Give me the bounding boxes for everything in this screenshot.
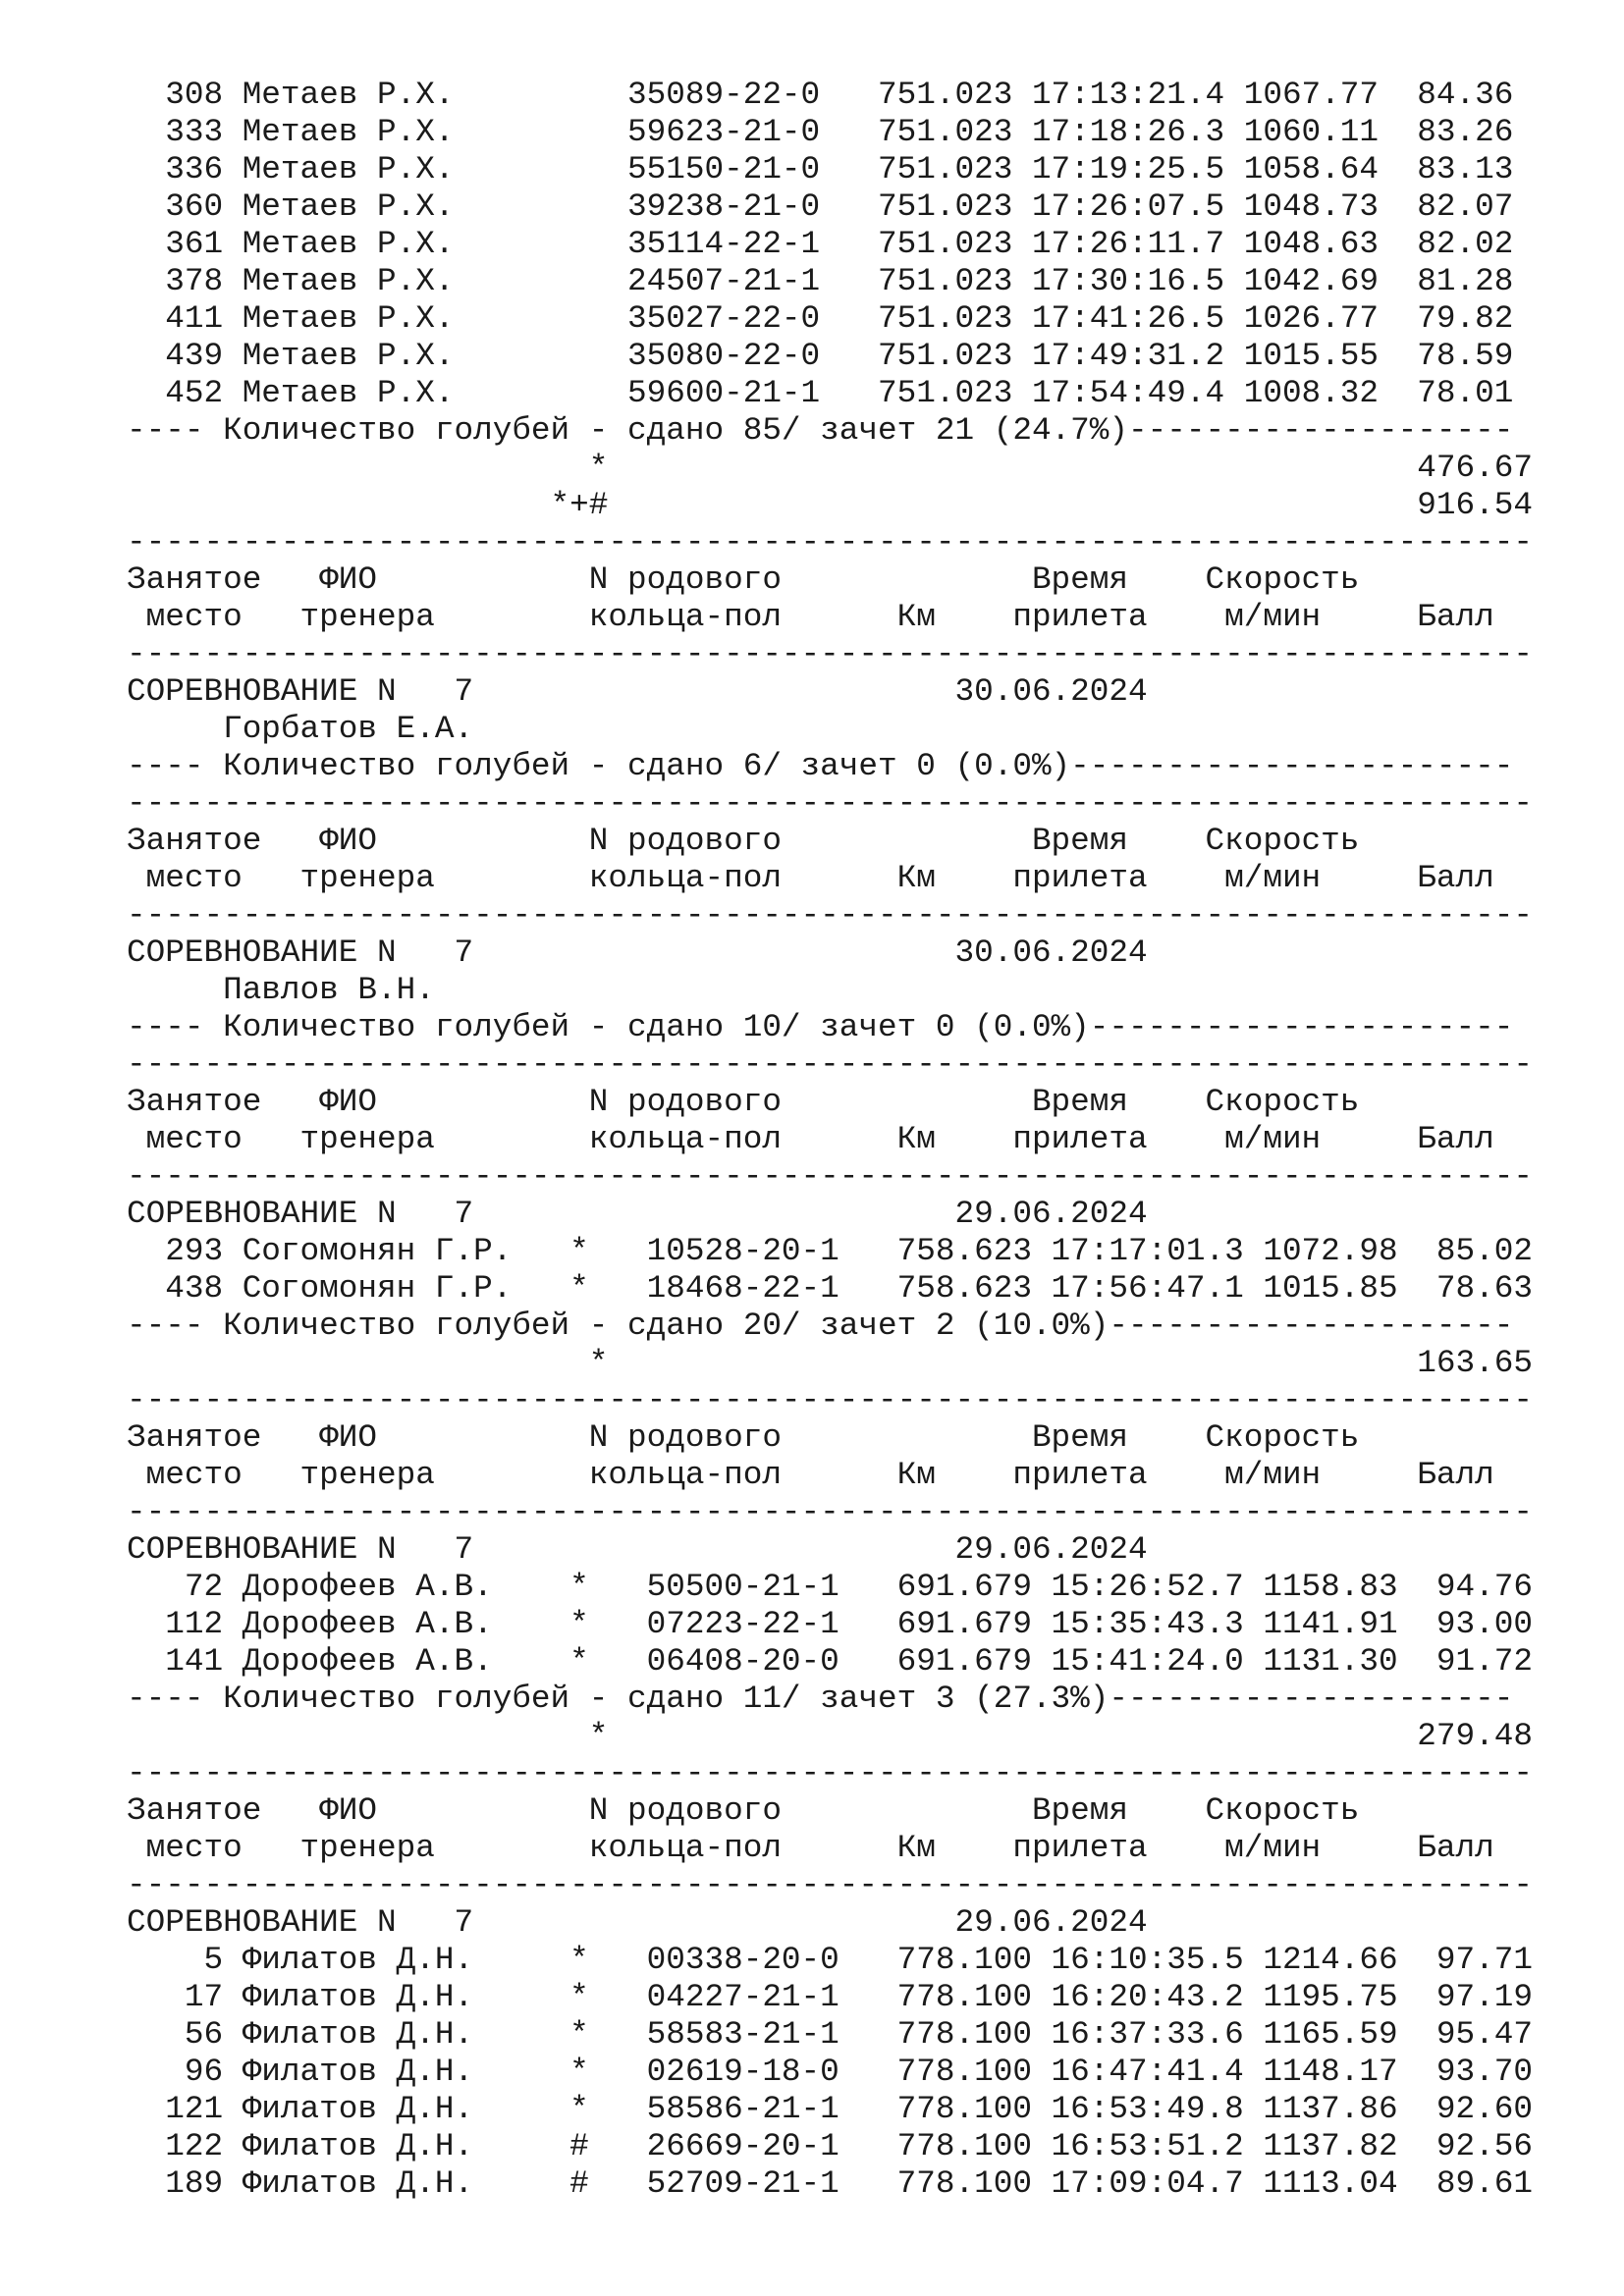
- report-line: -------------------------------------------------------------------------: [127, 1158, 1533, 1195]
- report-line: 96 Филатов Д.Н. * 02619-18-0 778.100 16:47:41.4 1148.17 93.70: [127, 2054, 1533, 2090]
- report-line: * 163.65: [127, 1345, 1533, 1381]
- report-line: 121 Филатов Д.Н. * 58586-21-1 778.100 16:53:49.8 1137.86 92.60: [127, 2091, 1533, 2127]
- report-line: ---- Количество голубей - сдано 11/ зачет 3 (27.3%)---------------------: [127, 1681, 1514, 1717]
- report-line: Занятое ФИО N родового Время Скорость: [127, 823, 1360, 859]
- competition-results-report: [127, 77, 1599, 2203]
- report-line: -------------------------------------------------------------------------: [127, 897, 1533, 934]
- report-page: [127, 77, 1599, 2203]
- report-line: Занятое ФИО N родового Время Скорость: [127, 1792, 1360, 1829]
- report-line: Занятое ФИО N родового Время Скорость: [127, 561, 1360, 598]
- report-line: место тренера кольца-пол Км прилета м/мин Балл: [127, 860, 1494, 896]
- report-line: -------------------------------------------------------------------------: [127, 1046, 1533, 1083]
- report-line: 189 Филатов Д.Н. # 52709-21-1 778.100 17:09:04.7 1113.04 89.61: [127, 2165, 1533, 2202]
- report-line: -------------------------------------------------------------------------: [127, 785, 1533, 822]
- report-line: 411 Метаев Р.Х. 35027-22-0 751.023 17:41:26.5 1026.77 79.82: [127, 300, 1514, 337]
- report-line: место тренера кольца-пол Км прилета м/мин Балл: [127, 599, 1494, 635]
- report-line: ---- Количество голубей - сдано 20/ зачет 2 (10.0%)---------------------: [127, 1308, 1514, 1344]
- report-line: -------------------------------------------------------------------------: [127, 636, 1533, 672]
- report-line: -------------------------------------------------------------------------: [127, 1867, 1533, 1903]
- report-line: 112 Дорофеев А.В. * 07223-22-1 691.679 15:35:43.3 1141.91 93.00: [127, 1606, 1533, 1642]
- report-line: СОРЕВНОВАНИЕ N 7 30.06.2024: [127, 934, 1148, 971]
- report-line: 336 Метаев Р.Х. 55150-21-0 751.023 17:19:25.5 1058.64 83.13: [127, 151, 1514, 187]
- report-line: место тренера кольца-пол Км прилета м/мин Балл: [127, 1457, 1494, 1493]
- report-line: 378 Метаев Р.Х. 24507-21-1 751.023 17:30:16.5 1042.69 81.28: [127, 263, 1514, 299]
- report-line: 439 Метаев Р.Х. 35080-22-0 751.023 17:49:31.2 1015.55 78.59: [127, 338, 1514, 374]
- report-line: СОРЕВНОВАНИЕ N 7 30.06.2024: [127, 673, 1148, 710]
- report-line: 56 Филатов Д.Н. * 58583-21-1 778.100 16:37:33.6 1165.59 95.47: [127, 2016, 1533, 2053]
- report-line: ---- Количество голубей - сдано 85/ зачет 21 (24.7%)--------------------: [127, 412, 1514, 449]
- report-line: -------------------------------------------------------------------------: [127, 1755, 1533, 1791]
- report-line: -------------------------------------------------------------------------: [127, 1382, 1533, 1418]
- report-line: Горбатов Е.А.: [127, 711, 474, 747]
- report-line: 122 Филатов Д.Н. # 26669-20-1 778.100 16:53:51.2 1137.82 92.56: [127, 2128, 1533, 2164]
- report-line: место тренера кольца-пол Км прилета м/мин Балл: [127, 1830, 1494, 1866]
- report-line: 438 Согомонян Г.Р. * 18468-22-1 758.623 17:56:47.1 1015.85 78.63: [127, 1270, 1533, 1307]
- report-line: 452 Метаев Р.Х. 59600-21-1 751.023 17:54:49.4 1008.32 78.01: [127, 375, 1514, 411]
- report-line: СОРЕВНОВАНИЕ N 7 29.06.2024: [127, 1904, 1148, 1941]
- report-line: 308 Метаев Р.Х. 35089-22-0 751.023 17:13:21.4 1067.77 84.36: [127, 77, 1514, 113]
- report-line: 5 Филатов Д.Н. * 00338-20-0 778.100 16:10:35.5 1214.66 97.71: [127, 1942, 1533, 1978]
- report-line: ---- Количество голубей - сдано 10/ зачет 0 (0.0%)----------------------: [127, 1009, 1514, 1045]
- report-line: СОРЕВНОВАНИЕ N 7 29.06.2024: [127, 1196, 1148, 1232]
- report-line: * 476.67: [127, 450, 1533, 486]
- report-line: 333 Метаев Р.Х. 59623-21-0 751.023 17:18:26.3 1060.11 83.26: [127, 114, 1514, 150]
- report-line: 72 Дорофеев А.В. * 50500-21-1 691.679 15:26:52.7 1158.83 94.76: [127, 1569, 1533, 1605]
- report-line: 17 Филатов Д.Н. * 04227-21-1 778.100 16:20:43.2 1195.75 97.19: [127, 1979, 1533, 2015]
- report-line: Занятое ФИО N родового Время Скорость: [127, 1419, 1360, 1456]
- report-line: 361 Метаев Р.Х. 35114-22-1 751.023 17:26:11.7 1048.63 82.02: [127, 226, 1514, 262]
- report-line: Павлов В.Н.: [127, 972, 435, 1008]
- report-line: Занятое ФИО N родового Время Скорость: [127, 1084, 1360, 1120]
- report-line: 293 Согомонян Г.Р. * 10528-20-1 758.623 17:17:01.3 1072.98 85.02: [127, 1233, 1533, 1269]
- report-line: ---- Количество голубей - сдано 6/ зачет 0 (0.0%)-----------------------: [127, 748, 1514, 784]
- report-line: 360 Метаев Р.Х. 39238-21-0 751.023 17:26:07.5 1048.73 82.07: [127, 188, 1514, 225]
- report-line: СОРЕВНОВАНИЕ N 7 29.06.2024: [127, 1531, 1148, 1568]
- report-line: место тренера кольца-пол Км прилета м/мин Балл: [127, 1121, 1494, 1157]
- report-line: *+# 916.54: [127, 487, 1533, 523]
- report-line: 141 Дорофеев А.В. * 06408-20-0 691.679 15:41:24.0 1131.30 91.72: [127, 1643, 1533, 1680]
- report-line: -------------------------------------------------------------------------: [127, 1494, 1533, 1530]
- report-line: * 279.48: [127, 1718, 1533, 1754]
- report-line: -------------------------------------------------------------------------: [127, 524, 1533, 561]
